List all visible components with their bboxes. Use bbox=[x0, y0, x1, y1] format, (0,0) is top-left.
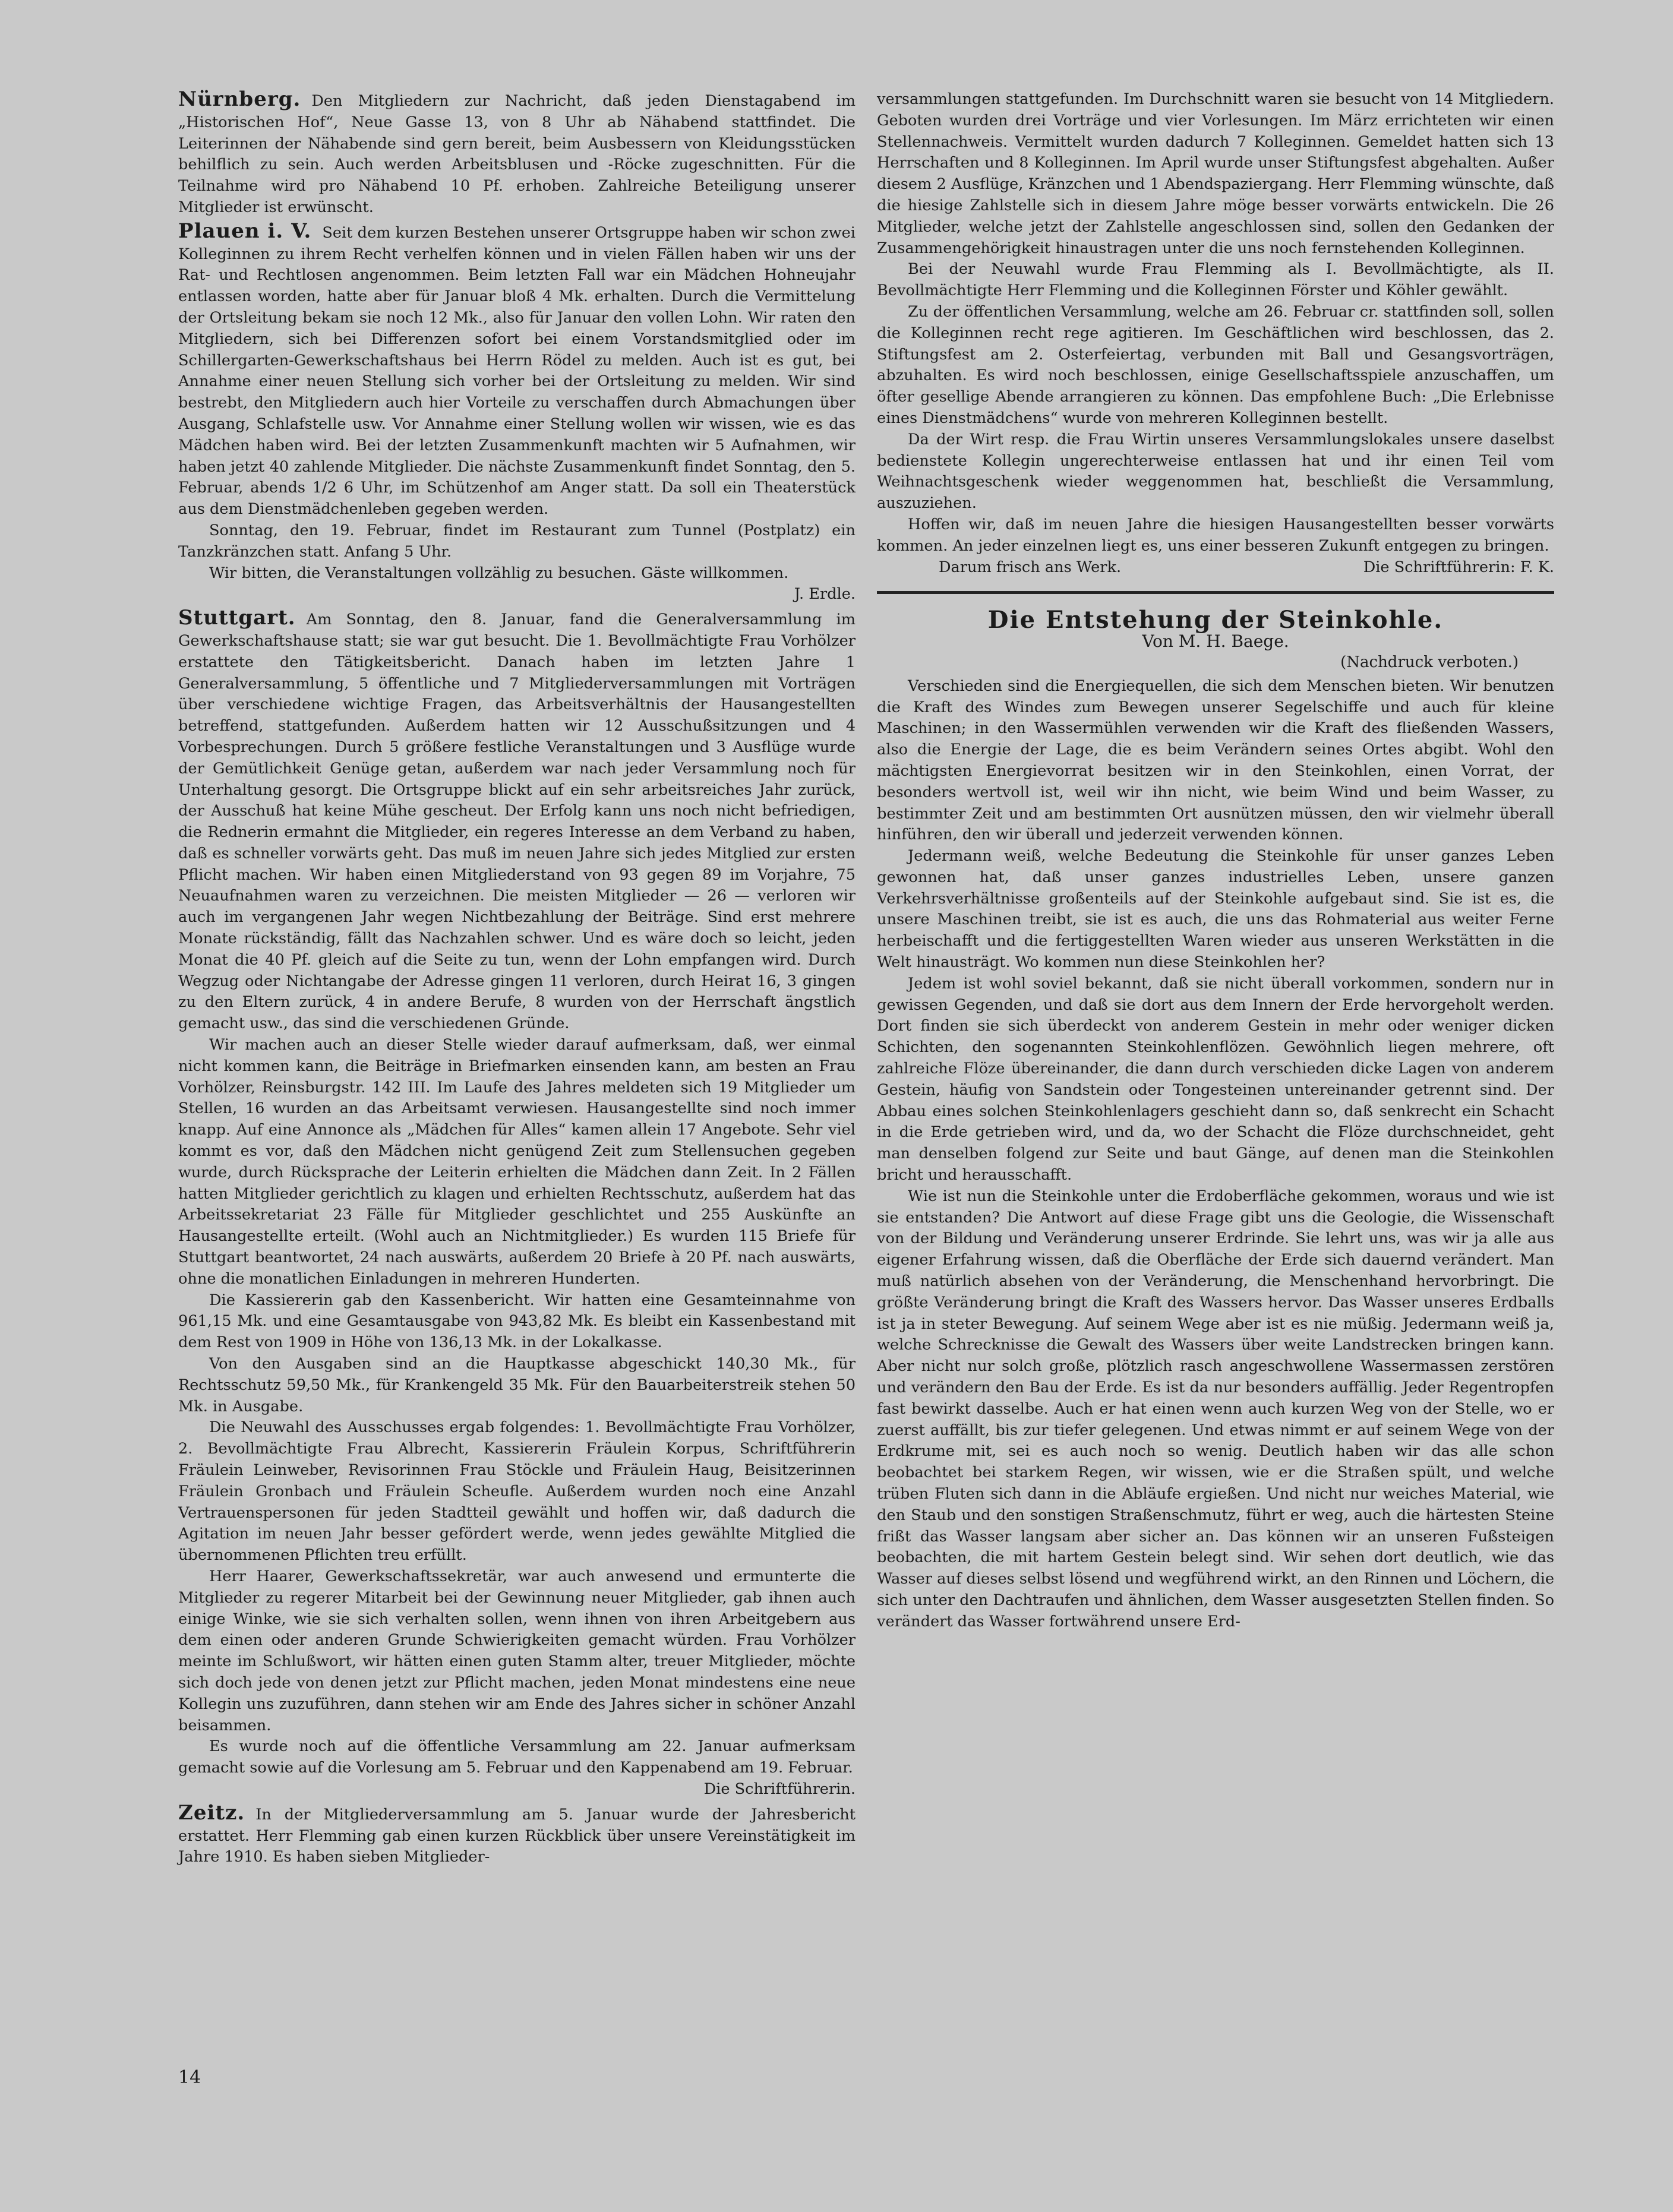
signature bbox=[178, 1779, 856, 1800]
paragraph: Wir machen auch an dieser Stelle wieder darauf aufmerksam, daß, wer einmal nicht kommen kann, die Beiträge in Briefmarken einsenden kann, am besten an Frau Vorhölzer, Reinsburgstr. 142 III. Im Laufe des Jahres meldeten sich 19 Mitglieder um Stellen, 16 wurden an das Arbeitsamt verwiesen. Hausangestellte sind noch immer knapp. Auf eine Annonce als „Mädchen für Alles“ kamen allein 17 Angebote. Sehr viel kommt es vor, daß den Mädchen nicht genügend Zeit zum Stellensuchen gegeben wurde, durch Rücksprache der Leiterin erhielten die Mädchen dann Zeit. In 2 Fällen hatten Mitglieder gerichtlich zu klagen und erhielten Rechtsschutz, außerdem hat das Arbeitssekretariat 23 Fälle für Mitglieder geschlichtet und 255 Auskünfte an Hausangestellte erteilt. (Wohl auch an Nichtmitglieder.) Es wurden 115 Briefe für Stuttgart beantwortet, 24 nach auswärts, außerdem 20 Briefe à 20 Pf. nach auswärts, ohne die monatlichen Einladungen in mehreren Hunderten. bbox=[178, 1036, 856, 1288]
right-column bbox=[877, 89, 1554, 1633]
section-divider bbox=[877, 591, 1554, 594]
section-nuernberg bbox=[178, 89, 856, 219]
paragraph: Verschieden sind die Energiequellen, die sich dem Menschen bieten. Wir benutzen die Kraft des Windes zum Bewegen unserer Segelschiffe und auch für kleine Maschinen; in den Wassermühlen verwenden wir die Kraft des fließenden Wassers, also die Energie der Lage, die es beim Verändern seines Ortes abgibt. Wohl den mächtigsten Energievorrat besitzen wir in den Steinkohlen, einen Vorrat, der besonders wertvoll ist, weil wir ihn nicht, wie beim Wind und beim Wasser, zu bestimmter Zeit und am bestimmten Ort ausnützen müssen, den wir vielmehr überall hinführen, den wir überall und jederzeit verwenden können. bbox=[877, 677, 1554, 844]
section-plauen bbox=[178, 221, 856, 520]
signature bbox=[178, 584, 856, 605]
closing-text: Darum frisch ans Werk. bbox=[939, 558, 1122, 576]
signature-zeitz: Die Schriftführerin: F. K. bbox=[1363, 558, 1554, 576]
article-title: Die Entstehung der Steinkohle. bbox=[987, 606, 1444, 634]
paragraph: Jedermann weiß, welche Bedeutung die Steinkohle für unser ganzes Leben gewonnen hat, daß unser ganzes industrielles Leben, unsere ganzen Verkehrsverhältnisse großenteils auf der Steinkohle aufgebaut sind. Sie ist es, die unsere Maschinen treibt, sie ist es auch, die uns das Rohmaterial aus weiter Ferne herbeischafft und die fertiggestellten Waren wieder aus unseren Werkstätten in die Welt hinausträgt. Wo kommen nun diese Steinkohlen her? bbox=[877, 847, 1554, 972]
paragraph: Den Mitgliedern zur Nachricht, daß jeden Dienstagabend im „Historischen Hof“, Neue Gasse 13, von 8 Uhr ab Nähabend stattfindet. Die Leiterinnen der Nähabende sind gern bereit, beim Ausbessern von Kleidungsstücken behilflich zu sein. Auch werden Arbeitsblusen und -Röcke zugeschnitten. Für die Teilnahme wird pro Nähabend 10 Pf. erhoben. Zahlreiche Beteiligung unserer Mitglieder ist erwünscht. bbox=[178, 92, 856, 216]
paragraph: Die Kassiererin gab den Kassenbericht. Wir hatten eine Gesamteinnahme von 961,15 Mk. und eine Gesamtausgabe von 943,82 Mk. Es bleibt ein Kassenbestand mit dem Rest von 1909 in Höhe von 136,13 Mk. in der Lokalkasse. bbox=[178, 1291, 856, 1352]
paragraph: Wir bitten, die Veranstaltungen vollzählig zu besuchen. Gäste willkommen. bbox=[209, 564, 789, 582]
left-column bbox=[178, 89, 856, 1868]
paragraph: Da der Wirt resp. die Frau Wirtin unseres Versammlungslokales unsere daselbst bedienstete Kollegin ungerechterweise entlassen hat und ihr einen Teil vom Weihnachtsgeschenk wieder weggenommen hat, beschließt die Versammlung, auszuziehen. bbox=[877, 430, 1554, 513]
signature-stuttgart: Die Schriftführerin. bbox=[703, 1780, 856, 1798]
paragraph: Jedem ist wohl soviel bekannt, daß sie nicht überall vorkommen, sondern nur in gewissen Gegenden, und daß sie dort aus dem Innern der Erde hervorgeholt werden. Dort finden sie sich überdeckt von anderem Gestein in mehr oder weniger dicken Schichten, den sogenannten Steinkohlenflözen. Gewöhnlich liegen mehrere, oft zahlreiche Flöze übereinander, die dann durch verschieden dicke Lagen von anderem Gestein, häufig von Sandstein oder Tongesteinen untereinander getrennt sind. Der Abbau eines solchen Steinkohlenlagers geschieht dann so, daß senkrecht ein Schacht in die Erde getrieben wird, und da, wo der Schacht die Flöze durchschneidet, geht man denselben folgend zur Seite und baut Gänge, auf denen man die Steinkohlen bricht und herausschafft. bbox=[877, 974, 1554, 1184]
paragraph: versammlungen stattgefunden. Im Durchschnitt waren sie besucht von 14 Mitgliedern. Geboten wurden drei Vorträge und vier Vorlesungen. Im März errichteten wir einen Stellennachweis. Vermittelt wurden dadurch 7 Kolleginnen. Gemeldet hatten sich 13 Herrschaften und 8 Kolleginnen. Im April wurde unser Stiftungsfest abgehalten. Außer diesem 2 Ausflüge, Kränzchen und 1 Abendspaziergang. Herr Flemming wünschte, daß die hiesige Zahlstelle sich in diesem Jahre möge besser vorwärts entwickeln. Die 26 Mitglieder, welche jetzt der Zahlstelle angeschlossen sind, sollen den Gedanken der Zusammengehörigkeit hinaustragen unter die uns noch fernstehenden Kolleginnen. bbox=[877, 90, 1554, 257]
paragraph: Herr Haarer, Gewerkschaftssekretär, war auch anwesend und ermunterte die Mitglieder zu regerer Mitarbeit bei der Gewinnung neuer Mitglieder, gab ihnen auch einige Winke, wie sie sich verhalten sollen, wenn ihnen von ihren Arbeitgebern aus dem einen oder anderen Grunde Schwierigkeiten gemacht würden. Frau Vorhölzer meinte im Schlußwort, wir hätten einen guten Stamm alter, treuer Mitglieder, möchte sich doch jede von denen jetzt zur Pflicht machen, jeden Monat mindestens eine neue Kollegin uns zuzuführen, dann stehen wir am Ende des Jahres sicher in schöner Anzahl beisammen. bbox=[178, 1567, 856, 1734]
section-heading-nuernberg: Nürnberg. bbox=[178, 87, 301, 111]
section-heading-plauen: Plauen i. V. bbox=[178, 219, 312, 243]
paragraph: Zu der öffentlichen Versammlung, welche am 26. Februar cr. stattfinden soll, sollen die Kolleginnen recht rege agitieren. Im Geschäftlichen wird beschlossen, das 2. Stiftungsfest am 2. Osterfeiertag, verbunden mit Ball und Gesangsvorträgen, abzuhalten. Es wird noch beschlossen, einige Gesellschaftsspiele anzuschaffen, um öfter gesellige Abende arrangieren zu können. Das empfohlene Buch: „Die Erlebnisse eines Dienstmädchens“ wurde von mehreren Kolleginnen bestellt. bbox=[877, 302, 1554, 427]
closing-line bbox=[877, 557, 1554, 579]
paragraph: Hoffen wir, daß im neuen Jahre die hiesigen Hausangestellten besser vorwärts kommen. An jeder einzelnen liegt es, uns einer besseren Zukunft entgegen zu bringen. bbox=[877, 515, 1554, 555]
paragraph: Sonntag, den 19. Februar, findet im Restaurant zum Tunnel (Postplatz) ein Tanzkränzchen statt. Anfang 5 Uhr. bbox=[178, 521, 856, 561]
reprint-note: (Nachdruck verboten.) bbox=[1340, 653, 1519, 671]
section-heading-zeitz: Zeitz. bbox=[178, 1800, 245, 1825]
paragraph: Wie ist nun die Steinkohle unter die Erdoberfläche gekommen, woraus und wie ist sie entstanden? Die Antwort auf diese Frage gibt uns die Geologie, die Wissenschaft von der Bildung und Veränderung unserer Erdrinde. Sie lehrt uns, was wir ja alle aus eigener Erfahrung wissen, daß die Oberfläche der Erde sich dauernd verändert. Man muß natürlich absehen von der Veränderung, die Menschenhand hervorbringt. Die größte Veränderung bringt die Kraft des Wassers hervor. Das Wasser unseres Erdballs ist ja in steter Bewegung. Auf seinem Wege aber ist es nie müßig. Jedermann weiß ja, welche Schrecknisse die Gewalt des Wassers über weite Landstrecken bringen kann. Aber nicht nur solch große, plötzlich rasch angeschwollene Wassermassen zerstören und verändern den Bau der Erde. Es ist da nur besonders auffällig. Jeder Regentropfen fast bewirkt dasselbe. Auch er hat einen wenn auch kurzen Weg von der Stelle, wo er zuerst auffällt, bis zur tiefer gelegenen. Und etwas nimmt er auf seinem Wege von der Erdkrume mit, sei es auch noch so wenig. Deutlich haben wir das alle schon beobachtet bei starkem Regen, wir wissen, wie er die Straßen spült, und welche trüben Fluten sich dann in die Abläufe ergießen. Und nicht nur weiches Material, wie den Staub und den sonstigen Straßenschmutz, führt er weg, auch die härtesten Steine frißt das Wasser langsam aber sicher an. Das können wir an unseren Fußsteigen beobachten, die mit hartem Gestein belegt sind. Wir sehen dort deutlich, wie das Wasser auf dieses selbst lösend und wegführend wirkt, an den Rinnen und Löchern, die sich unter den Dachtraufen und ähnlichen, dem Wasser ausgesetzten Stellen finden. So verändert das Wasser fortwährend unsere Erd- bbox=[877, 1187, 1554, 1630]
section-heading-stuttgart: Stuttgart. bbox=[178, 606, 296, 630]
paragraph: Es wurde noch auf die öffentliche Versammlung am 22. Januar aufmerksam gemacht sowie auf die Vorlesung am 5. Februar und den Kappenabend am 19. Februar. bbox=[178, 1737, 856, 1777]
paragraph: Seit dem kurzen Bestehen unserer Ortsgruppe haben wir schon zwei Kolleginnen zu ihrem Recht verhelfen können und in vielen Fällen haben wir uns der Rat- und Rechtlosen angenommen. Beim letzten Fall war ein Mädchen Hohneujahr entlassen worden, hatte aber für Januar bloß 4 Mk. erhalten. Durch die Vermittelung der Ortsleitung bekam sie noch 12 Mk., also für Januar den vollen Lohn. Wir raten den Mitgliedern, sich bei Differenzen sofort bei einem Vorstandsmitglied oder im Schillergarten-Gewerkschaftshaus bei Herrn Rödel zu melden. Auch ist es gut, bei Annahme einer neuen Stellung sich vorher bei der Ortsleitung zu melden. Wir sind bestrebt, den Mitgliedern auch hier Vorteile zu verschaffen durch Abmachungen über Ausgang, Schlafstelle usw. Vor Annahme einer Stellung wollen wir wissen, wie es das Mädchen haben wird. Bei der letzten Zusammenkunft machten wir 5 Aufnahmen, wir haben jetzt 40 zahlende Mitglieder. Die nächste Zusammenkunft findet Sonntag, den 5. Februar, abends 1/2 6 Uhr, im Schützenhof am Anger statt. Da soll ein Theaterstück aus dem Dienstmädchenleben gegeben werden. bbox=[178, 223, 856, 519]
section-stuttgart bbox=[178, 608, 856, 1035]
page-number: 14 bbox=[178, 2067, 201, 2088]
article-author: Von M. H. Baege. bbox=[1142, 631, 1289, 652]
paragraph: Am Sonntag, den 8. Januar, fand die Generalversammlung im Gewerkschaftshause statt; sie war gut besucht. Die 1. Bevollmächtigte Frau Vorhölzer erstattete den Tätigkeitsbericht. Danach haben im letzten Jahre 1 Generalversammlung, 5 öffentliche und 7 Mitgliederversammlungen mit Vorträgen über verschiedene wichtige Fragen, das Arbeitsverhältnis der Hausangestellten betreffend, stattgefunden. Außerdem hatten wir 12 Ausschußsitzungen und 4 Vorbesprechungen. Durch 5 größere festliche Veranstaltungen und 3 Ausflüge wurde der Gemütlichkeit Genüge getan, außerdem war nach jeder Versammlung noch für Unterhaltung gesorgt. Die Ortsgruppe blickt auf ein sehr arbeitsreiches Jahr zurück, der Ausschuß hat keine Mühe gescheut. Der Erfolg kann uns noch nicht befriedigen, die Rednerin ermahnt die Mitglieder, ein regeres Interesse an dem Verband zu haben, daß es schneller vorwärts geht. Das muß im neuen Jahre sich jedes Mitglied zur ersten Pflicht machen. Wir haben einen Mitgliederstand von 93 gegen 89 im Vorjahre, 75 Neuaufnahmen waren zu verzeichnen. Die meisten Mitglieder — 26 — verloren wir auch im vergangenen Jahr wegen Nichtbezahlung der Beiträge. Sind erst mehrere Monate rückständig, fällt das Nachzahlen schwer. Und es wäre doch so leicht, jeden Monat die 40 Pf. gleich auf die Seite zu tun, wenn der Lohn empfangen wird. Durch Wegzug oder Nichtangabe der Adresse gingen 11 verloren, durch Heirat 16, 3 gingen zu den Eltern zurück, 4 in andere Berufe, 8 wurden von der Herrschaft ängstlich gemacht usw., das sind die verschiedenen Gründe. bbox=[178, 611, 856, 1033]
paragraph: Bei der Neuwahl wurde Frau Flemming als I. Bevollmächtigte, als II. Bevollmächtigte Herr Flemming und die Kolleginnen Förster und Köhler gewählt. bbox=[877, 260, 1554, 300]
paragraph: Die Neuwahl des Ausschusses ergab folgendes: 1. Bevollmächtigte Frau Vorhölzer, 2. Bevollmächtigte Frau Albrecht, Kassiererin Fräulein Korpus, Schriftführerin Fräulein Leinweber, Revisorinnen Frau Stöckle und Fräulein Haug, Beisitzerinnen Fräulein Gronbach und Fräulein Scheufle. Außerdem wurden noch eine Anzahl Vertrauenspersonen für jeden Stadtteil gewählt und hoffen wir, daß dadurch die Agitation im neuen Jahr besser gefördert werde, wenn jedes gewählte Mitglied die übernommenen Pflichten treu erfüllt. bbox=[178, 1418, 856, 1565]
signature-plauen: J. Erdle. bbox=[794, 585, 856, 603]
paragraph: In der Mitgliederversammlung am 5. Januar wurde der Jahresbericht erstattet. Herr Flemming gab einen kurzen Rückblick über unsere Vereinstätigkeit im Jahre 1910. Es haben sieben Mitglieder- bbox=[178, 1805, 856, 1866]
section-zeitz bbox=[178, 1800, 856, 1868]
paragraph: Von den Ausgaben sind an die Hauptkasse abgeschickt 140,30 Mk., für Rechtsschutz 59,50 Mk., für Krankengeld 35 Mk. Für den Bauarbeiterstreik stehen 50 Mk. in Ausgabe. bbox=[178, 1355, 856, 1415]
